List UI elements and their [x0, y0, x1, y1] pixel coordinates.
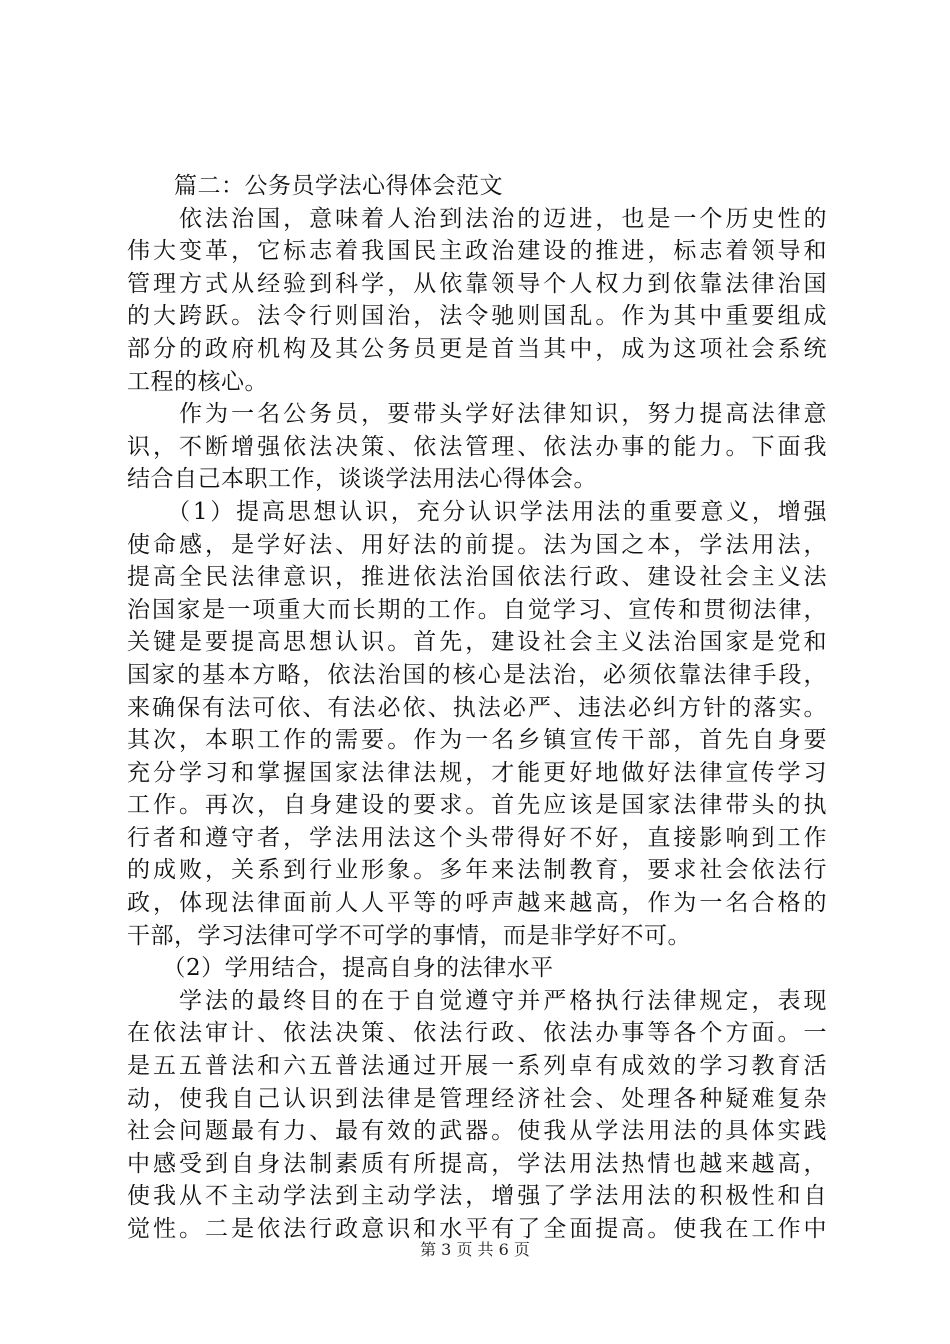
text-line: 依法治国，意味着人治到法治的迈进，也是一个历史性的 — [127, 205, 827, 232]
text-line: 关键是要提高思想认识。首先，建设社会主义法治国家是党和 — [127, 629, 827, 656]
text-line: 是五五普法和六五普法通过开展一系列卓有成效的学习教育活 — [127, 1053, 827, 1080]
text-line: 充分学习和掌握国家法律法规，才能更好地做好法律宣传学习 — [127, 759, 827, 786]
text-line: （1）提高思想认识，充分认识学法用法的重要意义，增强 — [127, 498, 827, 525]
text-line: 中感受到自身法制素质有所提高，学法用法热情也越来越高， — [127, 1150, 827, 1177]
text-line: 来确保有法可依、有法必依、执法必严、违法必纠方针的落实。 — [127, 694, 827, 721]
text-line: （2）学用结合，提高自身的法律水平 — [127, 955, 554, 982]
text-line: 觉性。二是依法行政意识和水平有了全面提高。使我在工作中 — [127, 1216, 827, 1242]
text-line: 结合自己本职工作，谈谈学法用法心得体会。 — [127, 466, 597, 493]
text-line: 管理方式从经验到科学，从依靠领导个人权力到依靠法律治国 — [127, 270, 827, 297]
text-line: 的大跨跃。法令行则国治，法令驰则国乱。作为其中重要组成 — [127, 303, 827, 330]
text-line: 伟大变革，它标志着我国民主政治建设的推进，标志着领导和 — [127, 238, 827, 265]
text-line: 工作。再次，自身建设的要求。首先应该是国家法律带头的执 — [127, 792, 827, 819]
text-line: 篇二：公务员学法心得体会范文 — [127, 173, 503, 199]
text-line: 学法的最终目的在于自觉遵守并严格执行法律规定，表现 — [127, 987, 827, 1014]
text-line: 国家的基本方略，依法治国的核心是法治，必须依靠法律手段， — [127, 661, 827, 688]
text-line: 作为一名公务员，要带头学好法律知识，努力提高法律意 — [127, 401, 827, 428]
text-line: 工程的核心。 — [127, 368, 268, 395]
text-line: 识，不断增强依法决策、依法管理、依法办事的能力。下面我 — [127, 433, 827, 460]
text-line: 提高全民法律意识，推进依法治国依法行政、建设社会主义法 — [127, 564, 827, 591]
text-line: 干部，学习法律可学不可学的事情，而是非学好不可。 — [127, 922, 691, 949]
page-footer: 第 3 页 共 6 页 — [420, 1240, 530, 1259]
text-line: 使命感，是学好法、用好法的前提。法为国之本，学法用法， — [127, 531, 827, 558]
text-line: 的成败，关系到行业形象。多年来法制教育，要求社会依法行 — [127, 857, 827, 884]
text-line: 政，体现法律面前人人平等的呼声越来越高，作为一名合格的 — [127, 890, 827, 917]
text-line: 动，使我自己认识到法律是管理经济社会、处理各种疑难复杂 — [127, 1085, 827, 1112]
document-body — [127, 170, 827, 1246]
text-line: 部分的政府机构及其公务员更是首当其中，成为这项社会系统 — [127, 335, 827, 362]
text-line: 治国家是一项重大而长期的工作。自觉学习、宣传和贯彻法律， — [127, 596, 827, 623]
text-line: 使我从不主动学法到主动学法，增强了学法用法的积极性和自 — [127, 1183, 827, 1210]
text-line: 社会问题最有力、最有效的武器。使我从学法用法的具体实践 — [127, 1118, 827, 1145]
text-line: 在依法审计、依法决策、依法行政、依法办事等各个方面。一 — [127, 1020, 827, 1047]
text-line: 其次，本职工作的需要。作为一名乡镇宣传干部，首先自身要 — [127, 727, 827, 754]
text-line: 行者和遵守者，学法用法这个头带得好不好，直接影响到工作 — [127, 824, 827, 851]
